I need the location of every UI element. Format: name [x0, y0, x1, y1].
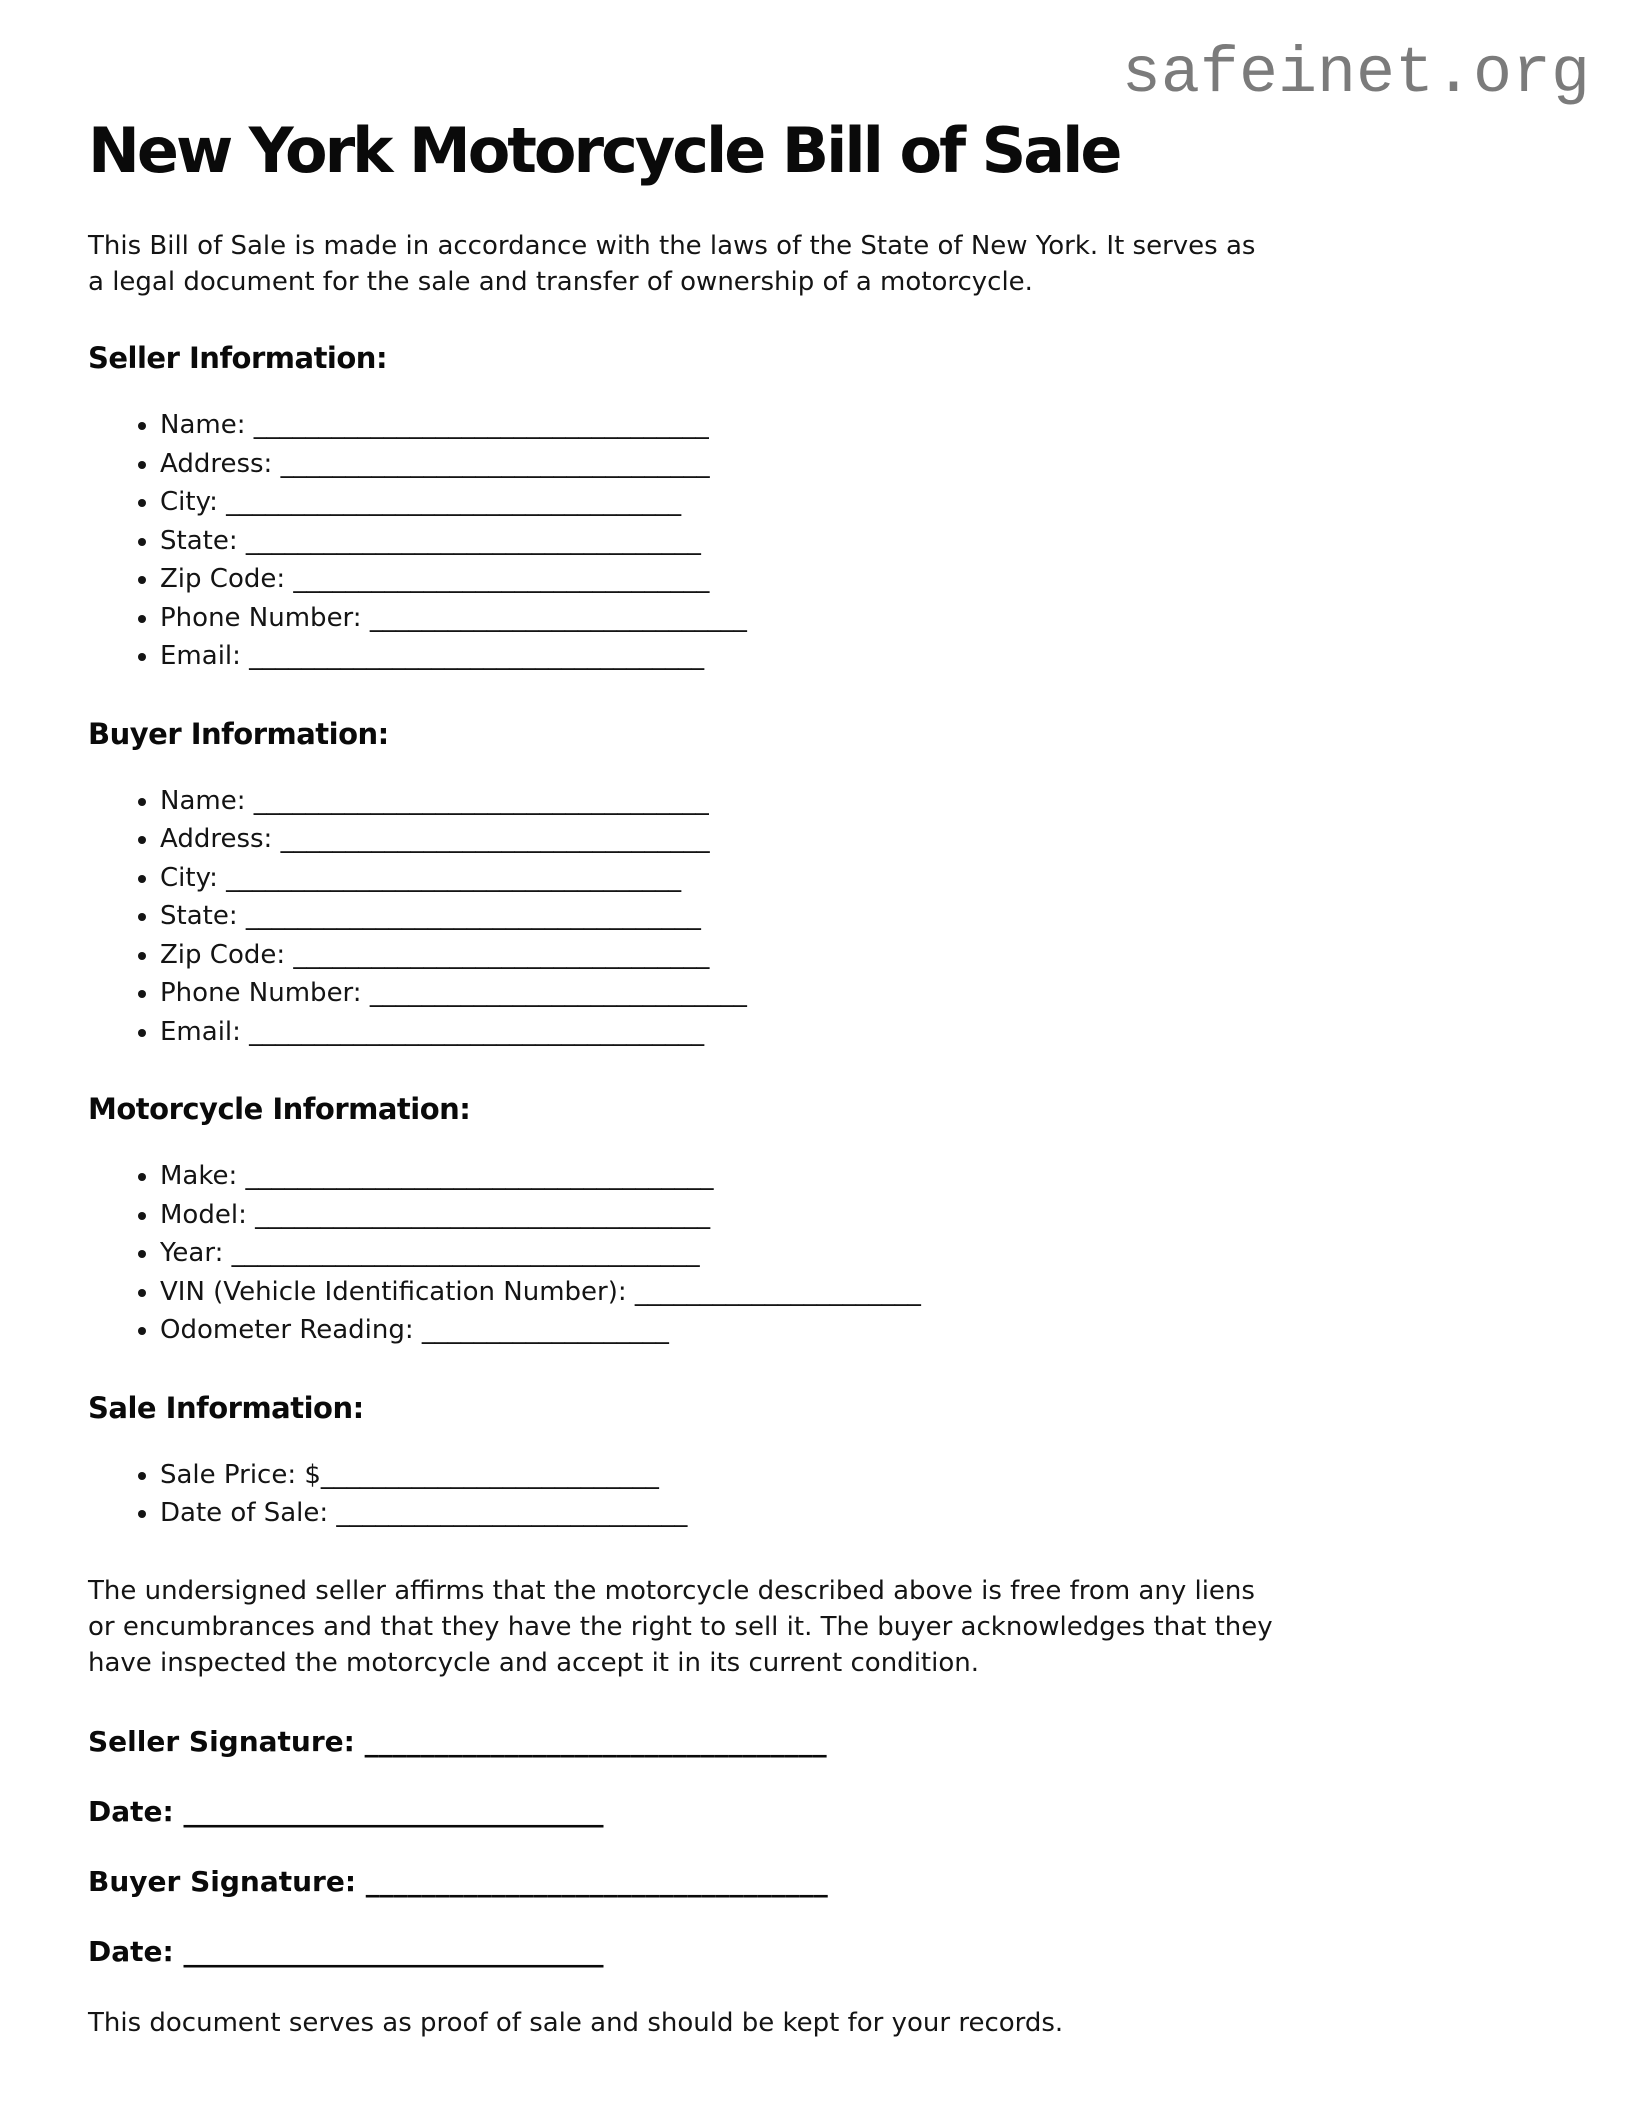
section-heading-buyer: Buyer Information:	[88, 716, 389, 751]
seller-date-blank: ______________________________	[183, 1794, 604, 1828]
section-heading-sale: Sale Information:	[88, 1390, 364, 1425]
intro-line-1: This Bill of Sale is made in accordance with the laws of the State of New York. It serves as	[88, 231, 1256, 262]
buyer-email-line: • Email: ___________________________________	[160, 1013, 1556, 1052]
buyer-signature-blank: _________________________________	[365, 1864, 828, 1898]
intro-line-2: a legal document for the sale and transfer of ownership of a motorcycle.	[88, 267, 1033, 298]
buyer-state-line: • State: ___________________________________	[160, 897, 1556, 936]
seller-signature-blank: _________________________________	[364, 1724, 827, 1758]
sale-price-line: • Sale Price: $__________________________	[160, 1456, 1556, 1495]
seller-fields-list	[88, 406, 1556, 676]
seller-zip-line: • Zip Code: ________________________________	[160, 560, 1556, 599]
buyer-address-line: • Address: _________________________________	[160, 820, 1556, 859]
section-heading-seller: Seller Information:	[88, 341, 388, 376]
motorcycle-year-line: • Year: ____________________________________	[160, 1234, 1556, 1273]
buyer-signature-label: Buyer Signature:	[88, 1864, 357, 1898]
seller-address-line: • Address: _________________________________	[160, 445, 1556, 484]
affirmation-line-1: The undersigned seller affirms that the motorcycle described above is free from any liens	[88, 1575, 1255, 1606]
motorcycle-make-line: • Make: ____________________________________	[160, 1157, 1556, 1196]
buyer-date-label: Date:	[88, 1934, 174, 1968]
sale-date-line: • Date of Sale: ___________________________	[160, 1494, 1556, 1533]
seller-city-line: • City: ___________________________________	[160, 483, 1556, 522]
motorcycle-vin-line: • VIN (Vehicle Identification Number): ______________________	[160, 1273, 1556, 1312]
seller-date-label: Date:	[88, 1794, 174, 1828]
seller-signature-label: Seller Signature:	[88, 1724, 355, 1758]
buyer-name-line: • Name: ___________________________________	[160, 782, 1556, 821]
seller-date-row	[88, 1795, 1556, 1829]
motorcycle-model-line: • Model: ___________________________________	[160, 1196, 1556, 1235]
section-heading-motorcycle: Motorcycle Information:	[88, 1092, 471, 1127]
buyer-phone-line: • Phone Number: _____________________________	[160, 974, 1556, 1013]
seller-state-line: • State: ___________________________________	[160, 522, 1556, 561]
motorcycle-fields-list	[88, 1157, 1556, 1350]
buyer-signature-row	[88, 1865, 1556, 1899]
buyer-zip-line: • Zip Code: ________________________________	[160, 936, 1556, 975]
sale-fields-list	[88, 1456, 1556, 1533]
buyer-date-row	[88, 1935, 1556, 1969]
document-title: New York Motorcycle Bill of Sale	[88, 114, 1120, 187]
seller-phone-line: • Phone Number: _____________________________	[160, 599, 1556, 638]
motorcycle-odometer-line: • Odometer Reading: ___________________	[160, 1311, 1556, 1350]
seller-name-line: • Name: ___________________________________	[160, 406, 1556, 445]
seller-signature-row	[88, 1725, 1556, 1759]
buyer-city-line: • City: ___________________________________	[160, 859, 1556, 898]
intro-paragraph	[88, 228, 1556, 300]
buyer-date-blank: ______________________________	[183, 1934, 604, 1968]
affirmation-paragraph	[88, 1573, 1556, 1681]
affirmation-line-3: have inspected the motorcycle and accept it in its current condition.	[88, 1647, 979, 1678]
buyer-fields-list	[88, 782, 1556, 1052]
seller-email-line: • Email: ___________________________________	[160, 637, 1556, 676]
affirmation-line-2: or encumbrances and that they have the right to sell it. The buyer acknowledges that they	[88, 1611, 1273, 1642]
footer-note: This document serves as proof of sale and should be kept for your records.	[88, 2007, 1064, 2038]
brand-wordmark: safeinet.org	[1121, 37, 1590, 111]
